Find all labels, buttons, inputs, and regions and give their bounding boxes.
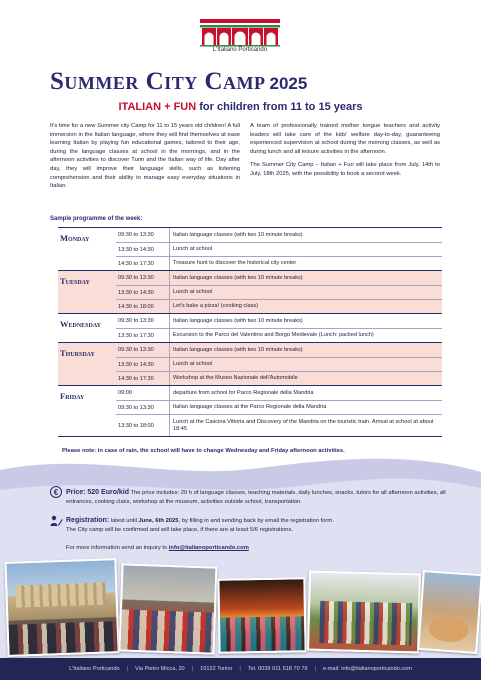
row-time: 13:30 to 14:30: [118, 361, 154, 368]
footer-bar: [0, 658, 481, 680]
schedule-row: [116, 285, 442, 299]
info-email-link[interactable]: info@italianoporticando.com: [168, 545, 249, 551]
day-monday: [58, 227, 442, 270]
row-activity: Lunch at the Cascina Vittoria and Discovery of the Mandria on the touristic train. Arrival at school at about 18:45: [169, 415, 442, 436]
row-time: 09:30 to 13:30: [118, 275, 154, 281]
price-label: Price: 520 Euro/kid: [66, 489, 130, 496]
day-name: Tuesday: [60, 276, 90, 286]
photo-group-kids: [118, 563, 217, 654]
row-time: 09:30 to 13:30: [118, 232, 154, 238]
photo-fire-museum: [217, 577, 306, 654]
row-activity: Italian language classes (with two 10 minute breaks): [169, 343, 442, 357]
row-activity: Italian language classes (with two 10 minute breaks): [169, 314, 442, 328]
footer-phone: | Tel. 0039 011 518 70 79: [232, 666, 307, 672]
row-time: 13:30 to 14:30: [118, 289, 154, 296]
day-name: Wednesday: [60, 319, 101, 329]
schedule-row: [116, 299, 442, 313]
registration-deadline: June, 6th 2025: [138, 518, 179, 524]
day-name: Thursday: [60, 348, 95, 358]
day-tuesday: [58, 270, 442, 313]
intro-right-paragraph-2: The Summer City Camp – Italian + Fun will take place from July, 14th to July, 18th 2025, with the possibility to book a second week.: [250, 162, 440, 177]
row-activity: Workshop at the Museo Nazionale dell'Automobile: [169, 372, 442, 385]
title-main: Summer City Camp: [50, 68, 266, 95]
footer-city: | 10122 Torino: [185, 666, 233, 672]
registration-prefix: latest until: [110, 518, 137, 524]
row-activity: Treasure hunt to discover the historical city center: [169, 257, 442, 270]
row-activity: departure from school for Parco Regionale della Mandria: [169, 386, 442, 400]
rain-note: Please note: in case of rain, the school will have to change Wednesday and Friday afternoon activities.: [62, 448, 345, 454]
row-time: 09:30 to 13:30: [118, 347, 154, 353]
row-time: 09:30 to 13:30: [118, 318, 154, 324]
schedule-row: [116, 400, 442, 414]
schedule-row: [116, 386, 442, 400]
day-name: Monday: [60, 233, 90, 243]
schedule-row: [116, 242, 442, 256]
euro-icon: €: [50, 486, 62, 498]
row-activity: Italian language classes (with two 10 minute breaks): [169, 228, 442, 242]
brand-name: L'Italiano Porticando: [212, 47, 268, 53]
row-time: 09:30 to 13:30: [118, 404, 154, 411]
day-wednesday: [58, 313, 442, 342]
subtitle: [0, 101, 481, 113]
intro-left: It's time for a new Summer city Camp for 11 to 15 years old children! A full immersion in the Italian language, where they will find themselves at ease learning Italian by playing fun educational games, tailored to their age, during the language classes at school in the mornings, and in the afternoon activities to discover Turin and the Italian way of life. Day after day, they will improve their language skills, such as listening comprehension and their ability to manage easy everyday situations in Italian.: [50, 123, 240, 190]
schedule-table: [58, 227, 442, 437]
row-time: 13:30 to 14:30: [118, 246, 154, 253]
footer-name: L'Italiano Porticando: [69, 666, 120, 672]
row-time: 14:30 to 18:00: [118, 303, 154, 310]
schedule-row: [116, 228, 442, 242]
info-text: For more information send an inquiry to: [66, 545, 168, 551]
row-activity: Italian language classes at the Parco Regionale della Mandria: [169, 401, 442, 414]
row-activity: Italian language classes (with two 10 minute breaks): [169, 271, 442, 285]
subtitle-highlight: ITALIAN + FUN: [118, 101, 197, 113]
row-activity: Excursion to the Parco del Valentino and Borgo Medievale (Lunch: packed lunch): [169, 329, 442, 342]
registration-label: Registration:: [66, 517, 110, 524]
schedule-row: [116, 271, 442, 285]
price-block: [66, 488, 446, 507]
row-activity: Lunch at school: [169, 286, 442, 299]
registration-line2: The City camp will be confirmed and will take place, if there are at least 5/6 registrations.: [66, 527, 293, 533]
schedule-row: [116, 343, 442, 357]
title-year: 2025: [269, 74, 308, 93]
day-name: Friday: [60, 391, 85, 401]
row-time: 14:30 to 17:30: [118, 375, 154, 382]
row-activity: Lunch at school: [169, 358, 442, 371]
price-text: The price includes: 20 h of language classes, teaching materials, daily lunches, snacks, tutors for all afternoon activities, all entrances, cooking class, workshop at the museum, activities outside school, transportation.: [66, 490, 446, 505]
page-title: [50, 68, 307, 96]
intro-right: [250, 122, 440, 179]
pencil-icon: [50, 515, 63, 527]
schedule-row: [116, 314, 442, 328]
row-time: 14:30 to 17:30: [118, 260, 154, 267]
registration-text: by filling in and sending back by email the registration form.: [181, 518, 334, 524]
row-time: 13:30 to 17:30: [118, 332, 154, 339]
photo-park-kids: [307, 571, 421, 654]
footer-email: | e-mail: info@italianoporticando.com: [307, 666, 411, 672]
day-friday: [58, 385, 442, 437]
schedule-row: [116, 414, 442, 436]
intro-right-paragraph-1: A team of professionally trained mother tongue teachers and activity leaders will take care of the kids' welfare day-to-day, guaranteeing experienced supervision at school during the morning classes, as well as during lunch and all leisure activities in the afternoon.: [250, 123, 440, 155]
info-line: [66, 545, 249, 551]
photo-pizza-class: [417, 570, 481, 654]
subtitle-rest: for children from 11 to 15 years: [199, 101, 363, 113]
row-activity: Let's bake a pizza! (cooking class): [169, 300, 442, 313]
schedule-row: [116, 357, 442, 371]
row-activity: Lunch at school: [169, 243, 442, 256]
photo-turin-square: [4, 558, 119, 657]
schedule-row: [116, 256, 442, 270]
row-time: 13:30 to 18:00: [118, 422, 154, 429]
schedule-row: [116, 371, 442, 385]
row-time: 09:00: [118, 390, 132, 396]
programme-label: Sample programme of the week:: [50, 216, 143, 222]
footer-address: | Via Pietro Micca, 20: [120, 666, 185, 672]
registration-block: Registration: latest until June, 6th 2025, by filling in and sending back by email the registration form. The City camp will be confirmed and will take place, if there are at least 5/6 registrations.: [66, 517, 334, 533]
schedule-row: [116, 328, 442, 342]
day-thursday: [58, 342, 442, 385]
